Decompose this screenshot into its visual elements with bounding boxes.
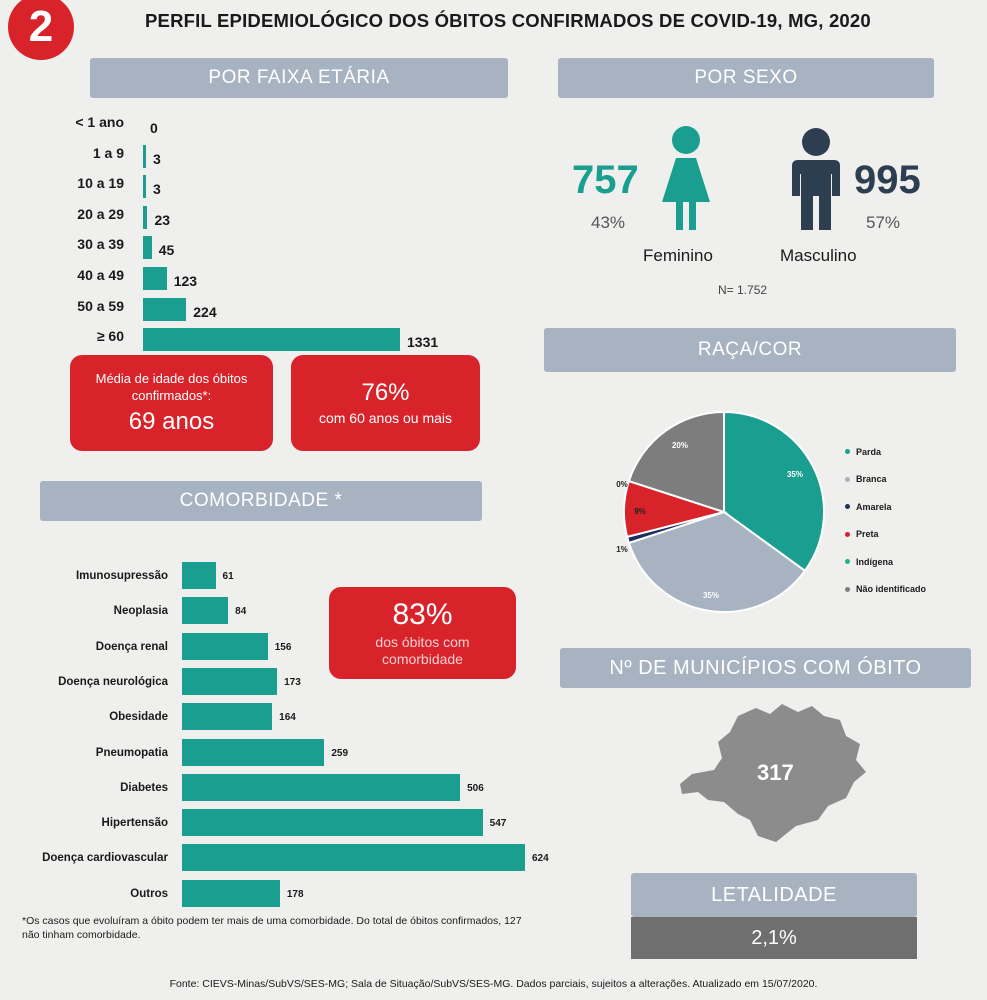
comorbidity-bar-value: 84: [235, 606, 247, 618]
race-pie-chart: [600, 400, 840, 630]
legend-item-nao-identificado: [845, 576, 926, 604]
legend-label: Parda: [856, 446, 882, 457]
lethality-section-header: LETALIDADE: [631, 873, 917, 917]
pie-label-branca: 35%: [702, 591, 720, 600]
male-count: 995: [854, 158, 921, 202]
comorbidity-section-header: COMORBIDADE *: [40, 481, 482, 521]
male-percent: 57%: [866, 213, 901, 232]
age-bar: [143, 298, 186, 321]
pie-label-preta: 9%: [634, 507, 646, 516]
legend-label: Amarela: [856, 501, 892, 512]
male-icon: [790, 126, 842, 232]
age-bar: [143, 328, 400, 351]
comorbidity-bar-value: 61: [222, 571, 234, 582]
age-tick-label-60: ≥ 60: [96, 328, 124, 345]
legend-item-parda: [845, 438, 926, 466]
age-bar: [143, 145, 146, 168]
legend-item-indigena: [845, 548, 926, 576]
pie-label-indigena: 0%: [616, 480, 628, 489]
pie-label-amarela: 1%: [616, 545, 628, 554]
comorbidity-bar-value: 259: [331, 747, 349, 759]
page-title: PERFIL EPIDEMIOLÓGICO DOS ÓBITOS CONFIRMADOS DE COVID-19, MG, 2020: [145, 10, 871, 31]
mean-age-value: 69 anos: [128, 408, 215, 435]
female-icon: [660, 124, 712, 232]
age-bar: [143, 175, 146, 198]
comorbidity-bar: [182, 633, 268, 660]
age-section-header: POR FAIXA ETÁRIA: [90, 58, 508, 98]
comorbidity-bar-value: 178: [286, 888, 304, 900]
legend-item-preta: [845, 521, 926, 549]
age-bar-value: 224: [193, 303, 217, 320]
comorbidity-tick-label-diabetes: Diabetes: [120, 781, 168, 794]
municipalities-section-header: Nº DE MUNICÍPIOS COM ÓBITO: [560, 648, 971, 688]
comorbidity-bar-value: 156: [274, 641, 292, 653]
age-bar: [143, 206, 147, 229]
legend-label: Branca: [856, 474, 887, 485]
lethality-value: 2,1%: [631, 917, 917, 959]
age-bar: [143, 267, 167, 290]
female-label: Feminino: [643, 246, 713, 265]
comorbidity-bar: [182, 844, 525, 871]
age-bar: [143, 236, 152, 259]
age-tick-label-1-ano: < 1 ano: [75, 114, 124, 130]
comorbidity-bar: [182, 703, 272, 730]
comorbidity-tick-label-imunosupressao: Imunosupressão: [75, 570, 168, 582]
comorbidity-bar: [182, 880, 280, 907]
comorbidity-bar-value: 164: [279, 712, 296, 724]
section-number-badge: 2: [8, 0, 74, 60]
race-section-header: RAÇA/COR: [544, 328, 956, 372]
sex-section-header: POR SEXO: [558, 58, 934, 98]
age-tick-label-10-a-19: 10 a 19: [77, 175, 124, 192]
comorbidity-bar: [182, 597, 228, 624]
female-percent: 43%: [591, 213, 626, 232]
age-tick-label-30-a-39: 30 a 39: [77, 236, 124, 253]
legend-swatch: [845, 559, 850, 564]
over-60-value: 76%: [361, 379, 410, 406]
comorbidity-bar-value: 506: [467, 782, 484, 794]
comorbidity-tick-label-obesidade: Obesidade: [109, 711, 168, 724]
age-tick-label-50-a-59: 50 a 59: [77, 297, 124, 314]
legend-swatch: [845, 587, 850, 592]
age-bar-value: 23: [154, 211, 171, 228]
comorbidity-bar-value: 624: [532, 853, 549, 865]
over-60-box: [291, 355, 480, 451]
pie-label-parda: 35%: [786, 470, 804, 479]
legend-swatch: [845, 532, 850, 537]
comorbidity-tick-label-neoplasia: Neoplasia: [113, 605, 168, 618]
pie-label-nao-identificado: 20%: [671, 441, 689, 450]
comorbidity-tick-label-doenca-cardiovascular: Doença cardiovascular: [42, 852, 168, 865]
legend-swatch: [845, 449, 850, 454]
over-60-label: com 60 anos ou mais: [318, 410, 453, 426]
sex-total-n: N= 1.752: [718, 283, 768, 297]
age-bar-value: 0: [150, 120, 158, 136]
comorbidity-percent-value: 83%: [392, 598, 453, 631]
source-note: Fonte: CIEVS-Minas/SubVS/SES-MG; Sala de Situação/SubVS/SES-MG. Dados parciais, sujeitos a alterações. Atualizado em 15/07/2020.: [169, 978, 818, 990]
age-tick-label-40-a-49: 40 a 49: [77, 267, 124, 283]
comorbidity-percent-label: dos óbitos com comorbidade: [375, 634, 470, 667]
male-label: Masculino: [780, 246, 857, 265]
comorbidity-tick-label-doenca-renal: Doença renal: [95, 640, 168, 653]
comorbidity-footnote: *Os casos que evoluíram a óbito podem ter mais de uma comorbidade. Do total de óbitos confirmados, 127 não tinham comorbidade.: [22, 915, 522, 941]
legend-swatch: [845, 504, 850, 509]
legend-swatch: [845, 477, 850, 482]
comorbidity-bar: [182, 774, 460, 801]
comorbidity-bar: [182, 739, 324, 766]
comorbidity-percent-box: [329, 587, 516, 679]
legend-item-branca: [845, 466, 926, 494]
comorbidity-bar-value: 547: [489, 818, 507, 830]
comorbidity-bar-value: 173: [284, 676, 301, 688]
age-tick-label-20-a-29: 20 a 29: [77, 205, 124, 222]
age-bar-value: 123: [173, 273, 198, 289]
legend-item-amarela: [845, 493, 926, 521]
comorbidity-tick-label-outros: Outros: [130, 887, 168, 900]
race-legend: [845, 438, 926, 603]
age-tick-label-1-a-9: 1 a 9: [92, 144, 124, 161]
comorbidity-tick-label-doenca-neurologica: Doença neurológica: [58, 675, 168, 688]
mean-age-label: Média de idade dos óbitos confirmados*:: [95, 371, 248, 403]
legend-label: Preta: [856, 529, 879, 540]
age-bar-value: 3: [153, 150, 161, 167]
legend-label: Não identificado: [856, 584, 927, 595]
comorbidity-tick-label-hipertensao: Hipertensão: [101, 817, 168, 830]
comorbidity-bar: [182, 562, 216, 589]
mean-age-box: [70, 355, 273, 451]
comorbidity-bar: [182, 668, 277, 695]
legend-label: Indígena: [856, 556, 894, 567]
age-bar-value: 1331: [407, 334, 439, 351]
comorbidity-bar: [182, 809, 483, 836]
female-count: 757: [572, 158, 639, 202]
comorbidity-tick-label-pneumopatia: Pneumopatia: [95, 746, 168, 759]
age-bar-value: 45: [158, 242, 175, 259]
age-bar-value: 3: [153, 181, 161, 198]
municipalities-value: 317: [757, 760, 794, 785]
